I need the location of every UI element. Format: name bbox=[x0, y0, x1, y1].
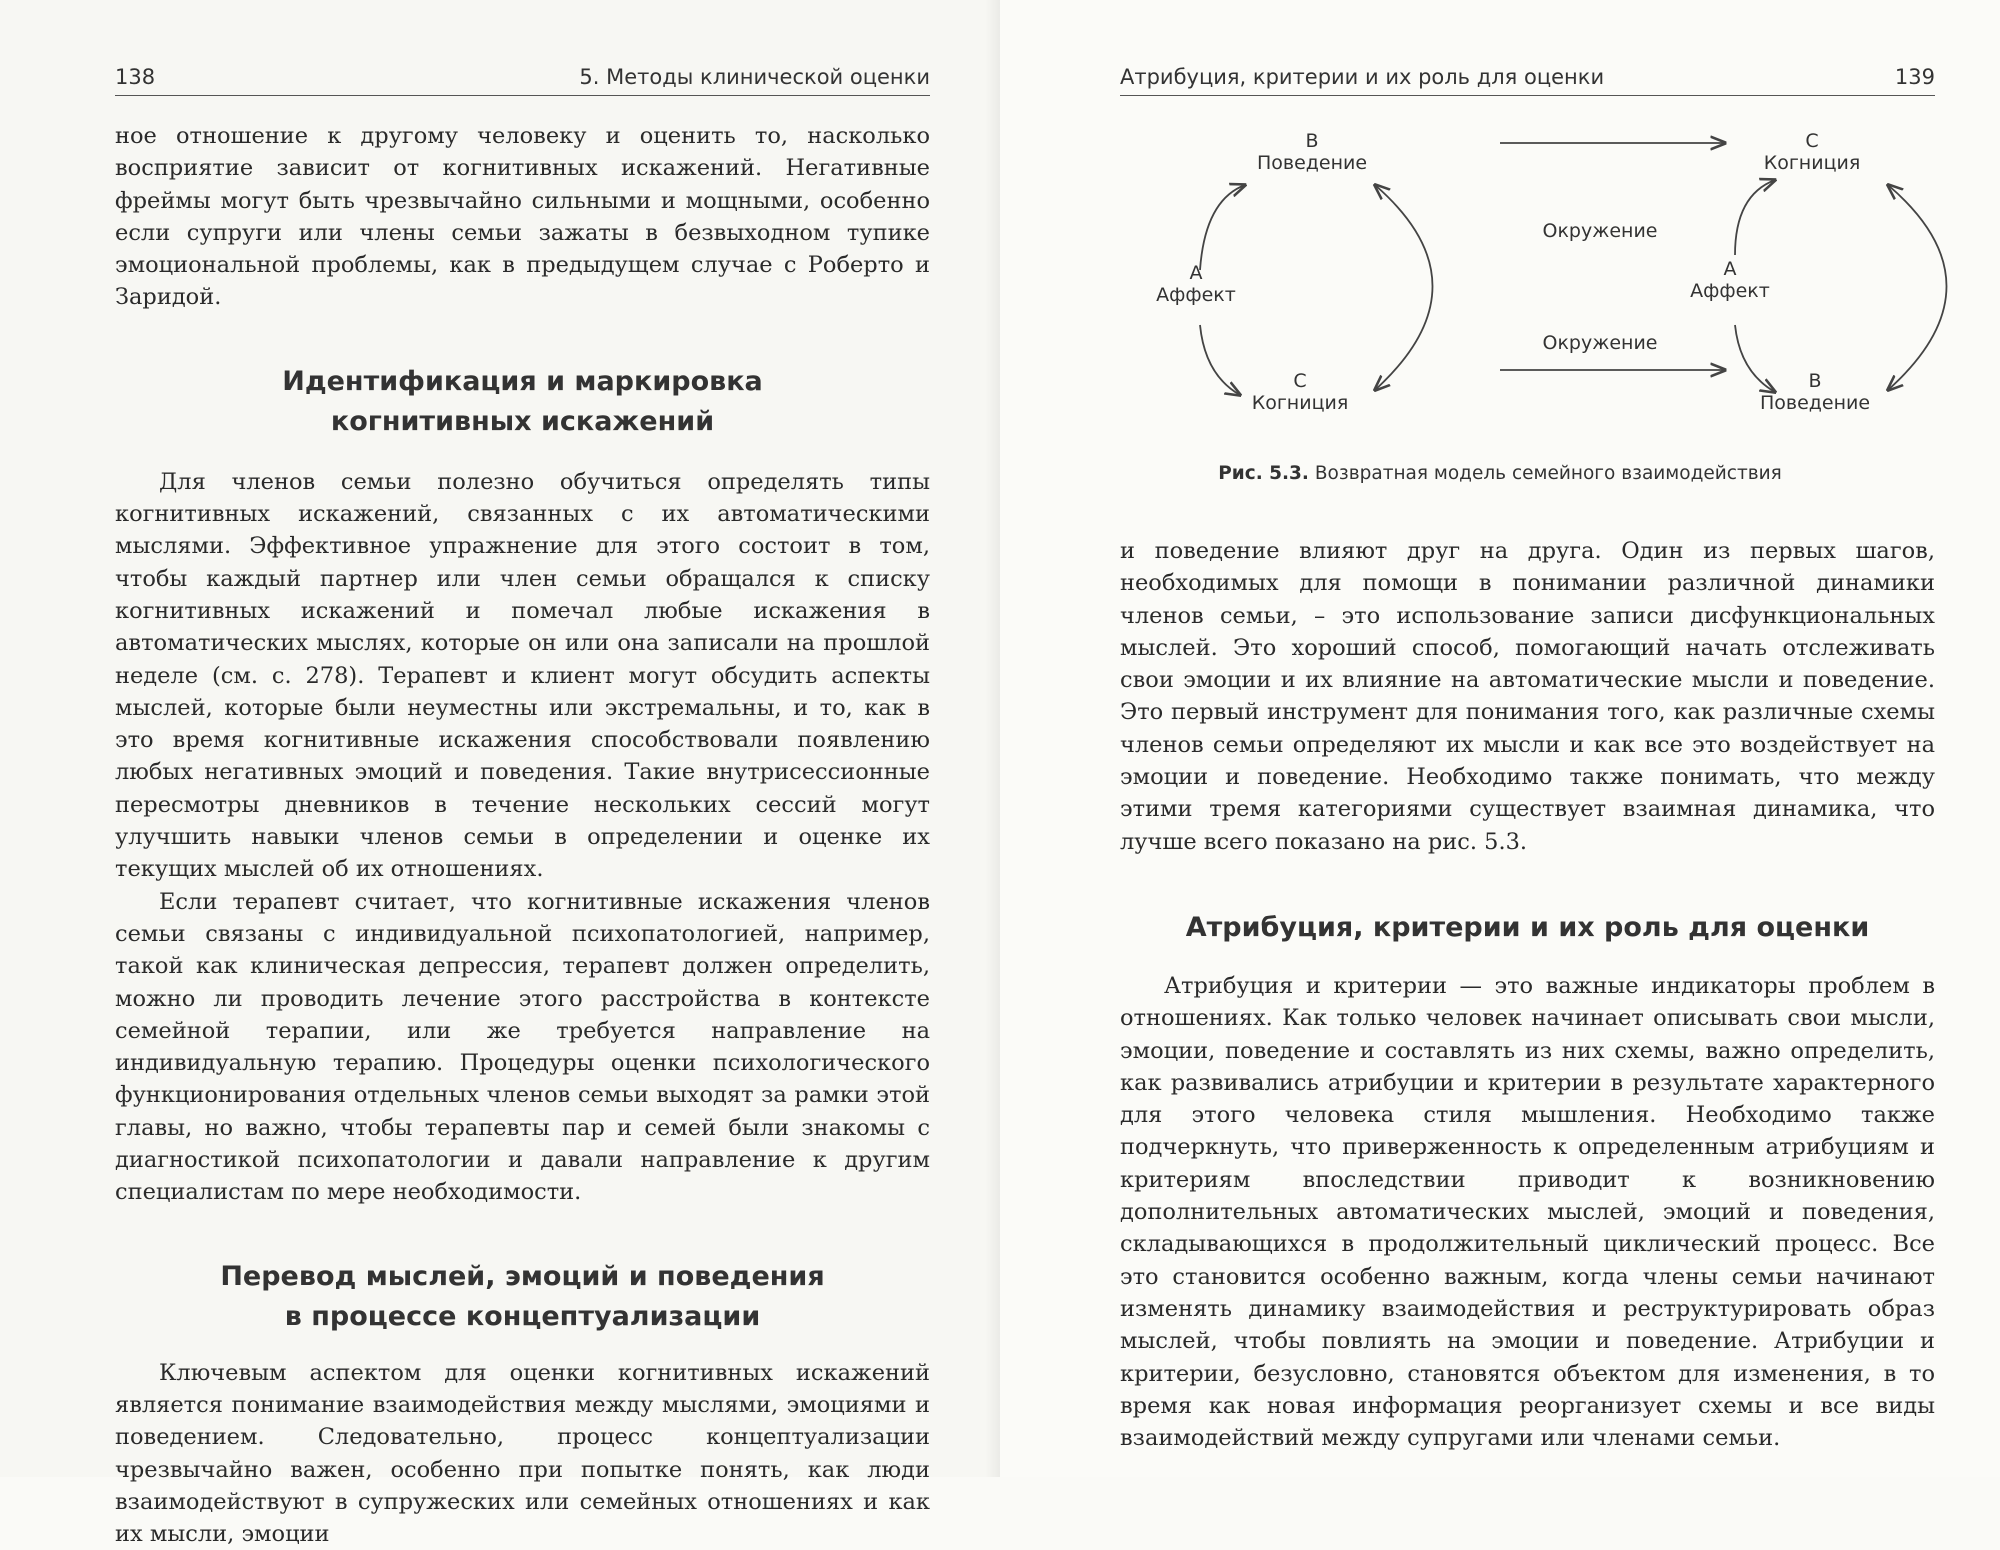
left-side-node bbox=[1156, 262, 1236, 306]
node-letter: B bbox=[1808, 370, 1822, 392]
right-top-node bbox=[1764, 130, 1861, 174]
left-intro-paragraph: ное отношение к другому человеку и оценить то, насколько восприятие зависит от когнитивных искажений. Негативные фреймы могут быть чрезвычайно сильными и мощными, особенно если супруги или члены семьи зажаты в безвыходном тупике эмоциональной проблемы, как в предыдущем случае с Роберто и Заридой. bbox=[115, 123, 930, 311]
node-letter: C bbox=[1805, 130, 1819, 152]
node-label: Когниция bbox=[1251, 392, 1349, 414]
identification-paragraph-1: Для членов семьи полезно обучиться определять типы когнитивных искажений, связанных с их автоматическими мыслями. Эффективное упражнение для этого состоит в том, чтобы каждый партнер или член семьи обращался к списку когнитивных искажений и помечал любые искажения в автоматических мыслях, которые он или она записали на прошлой неделе (см. с. 278). Терапевт и клиент могут обсудить аспекты мыслей, которые были неуместны или экстремальны, и то, как в это время когнитивные искажения способствовали появлению любых негативных эмоций и поведения. Такие внутрисессионные пересмотры дневников в течение нескольких сессий могут улучшить навыки членов семьи в определении и оценке их текущих мыслей об их отношениях. bbox=[115, 468, 930, 883]
node-label: Поведение bbox=[1759, 392, 1871, 414]
left-text-column bbox=[115, 120, 930, 1550]
left-bottom-node bbox=[1252, 370, 1349, 414]
environment-label-top: Окружение bbox=[1542, 220, 1658, 242]
arc-right-cognition-behavior bbox=[1888, 185, 1947, 390]
right-continuation-paragraph: и поведение влияют друг на друга. Один из первых шагов, необходимых для помощи в понимании различной динамики членов семьи, – это использование записи дисфункциональных мыслей. Это хороший способ, помогающий начать отслеживать свои эмоции и их влияние на автоматические мысли и поведение. Это первый инструмент для понимания того, как различные схемы членов семьи определяют их мысли и как все это воздействует на эмоции и поведение. Необходимо также понимать, что между этими тремя категориями существует взаимная динамика, что лучше всего показано на рис. 5.3. bbox=[1120, 538, 1935, 855]
identification-paragraph-2: Если терапевт считает, что когнитивные искажения членов семьи связаны с индивидуальной психопатологией, например, такой как клиническая депрессия, терапевт должен определить, можно ли проводить лечение этого расстройства в контексте семейной терапии, или же требуется направление на индивидуальную терапию. Процедуры оценки психологического функционирования отдельных членов семьи выходят за рамки этой главы, но важно, чтобы терапевты пар и семей были знакомы с диагностикой психопатологии и давали направление к другим специалистам по мере необходимости. bbox=[115, 888, 930, 1206]
right-running-head bbox=[1120, 56, 1935, 96]
node-letter: A bbox=[1723, 258, 1737, 280]
right-side-node bbox=[1690, 258, 1770, 302]
figure-caption bbox=[1000, 463, 2000, 484]
node-letter: C bbox=[1293, 370, 1307, 392]
section-heading-identification bbox=[115, 362, 930, 442]
arc-cognition-behavior bbox=[1375, 185, 1433, 390]
node-label: Когниция bbox=[1763, 152, 1861, 174]
left-page-number: 138 bbox=[115, 65, 156, 89]
node-letter: A bbox=[1189, 262, 1203, 284]
translation-paragraph-1: Ключевым аспектом для оценки когнитивных искажений является понимание взаимодействия между мыслями, эмоциями и поведением. Следовательно, процесс концептуализации чрезвычайно важен, особенно при попытке понять, как люди взаимодействуют в супружеских или семейных отношениях и как их мысли, эмоции bbox=[115, 1359, 930, 1548]
arc-affect-to-behavior bbox=[1200, 185, 1245, 270]
right-page-number: 139 bbox=[1894, 65, 1935, 89]
arc-affect-to-cognition bbox=[1200, 325, 1240, 395]
section-heading-line: в процессе концептуализации bbox=[284, 1300, 761, 1332]
node-label: Аффект bbox=[1690, 280, 1770, 302]
section-heading-line: когнитивных искажений bbox=[330, 405, 715, 437]
environment-label-bottom: Окружение bbox=[1542, 332, 1658, 354]
figure-caption-number: Рис. 5.3. bbox=[1218, 463, 1309, 484]
section-heading-translation bbox=[115, 1257, 930, 1337]
right-header-title: Атрибуция, критерии и их роль для оценки bbox=[1120, 65, 1605, 89]
node-letter: B bbox=[1305, 130, 1319, 152]
left-page bbox=[0, 0, 1000, 1548]
attribution-paragraph-1: Атрибуция и критерии — это важные индикаторы проблем в отношениях. Как только человек начинает описывать свои мысли, эмоции, поведение и составлять из них схемы, важно определить, как развивались атрибуции и критерии в результате характерного для этого человека стиля мышления. Необходимо также подчеркнуть, что приверженность к определенным атрибуциям и критериям впоследствии приводит к возникновению дополнительных автоматических мыслей, эмоций и поведения, складывающихся в продолжительный циклический процесс. Все это становится особенно важным, когда члены семьи начинают изменять динамику взаимодействия и реструктурировать образ мыслей, чтобы повлиять на эмоции и поведение. Атрибуции и критерии, безусловно, становятся объектом для изменения, в то время как новая информация реорганизует схемы и все виды взаимодействий между супругами или членами семьи. bbox=[1120, 972, 1935, 1452]
section-heading-attribution: Атрибуция, критерии и их роль для оценки bbox=[1185, 911, 1870, 943]
right-text-column bbox=[1120, 535, 1935, 1454]
section-heading-line: Перевод мыслей, эмоций и поведения bbox=[220, 1260, 825, 1292]
left-top-node bbox=[1257, 130, 1367, 174]
node-label: Аффект bbox=[1156, 284, 1236, 306]
figure-recursive-model bbox=[1000, 110, 2000, 510]
right-bottom-node bbox=[1760, 370, 1870, 414]
left-running-head bbox=[115, 56, 930, 96]
figure-caption-text: Возвратная модель семейного взаимодействия bbox=[1314, 463, 1782, 484]
node-label: Поведение bbox=[1256, 152, 1368, 174]
left-header-title: 5. Методы клинической оценки bbox=[579, 65, 930, 89]
section-heading-line: Идентификация и маркировка bbox=[282, 365, 763, 397]
arc-right-affect-to-cognition bbox=[1735, 180, 1775, 255]
